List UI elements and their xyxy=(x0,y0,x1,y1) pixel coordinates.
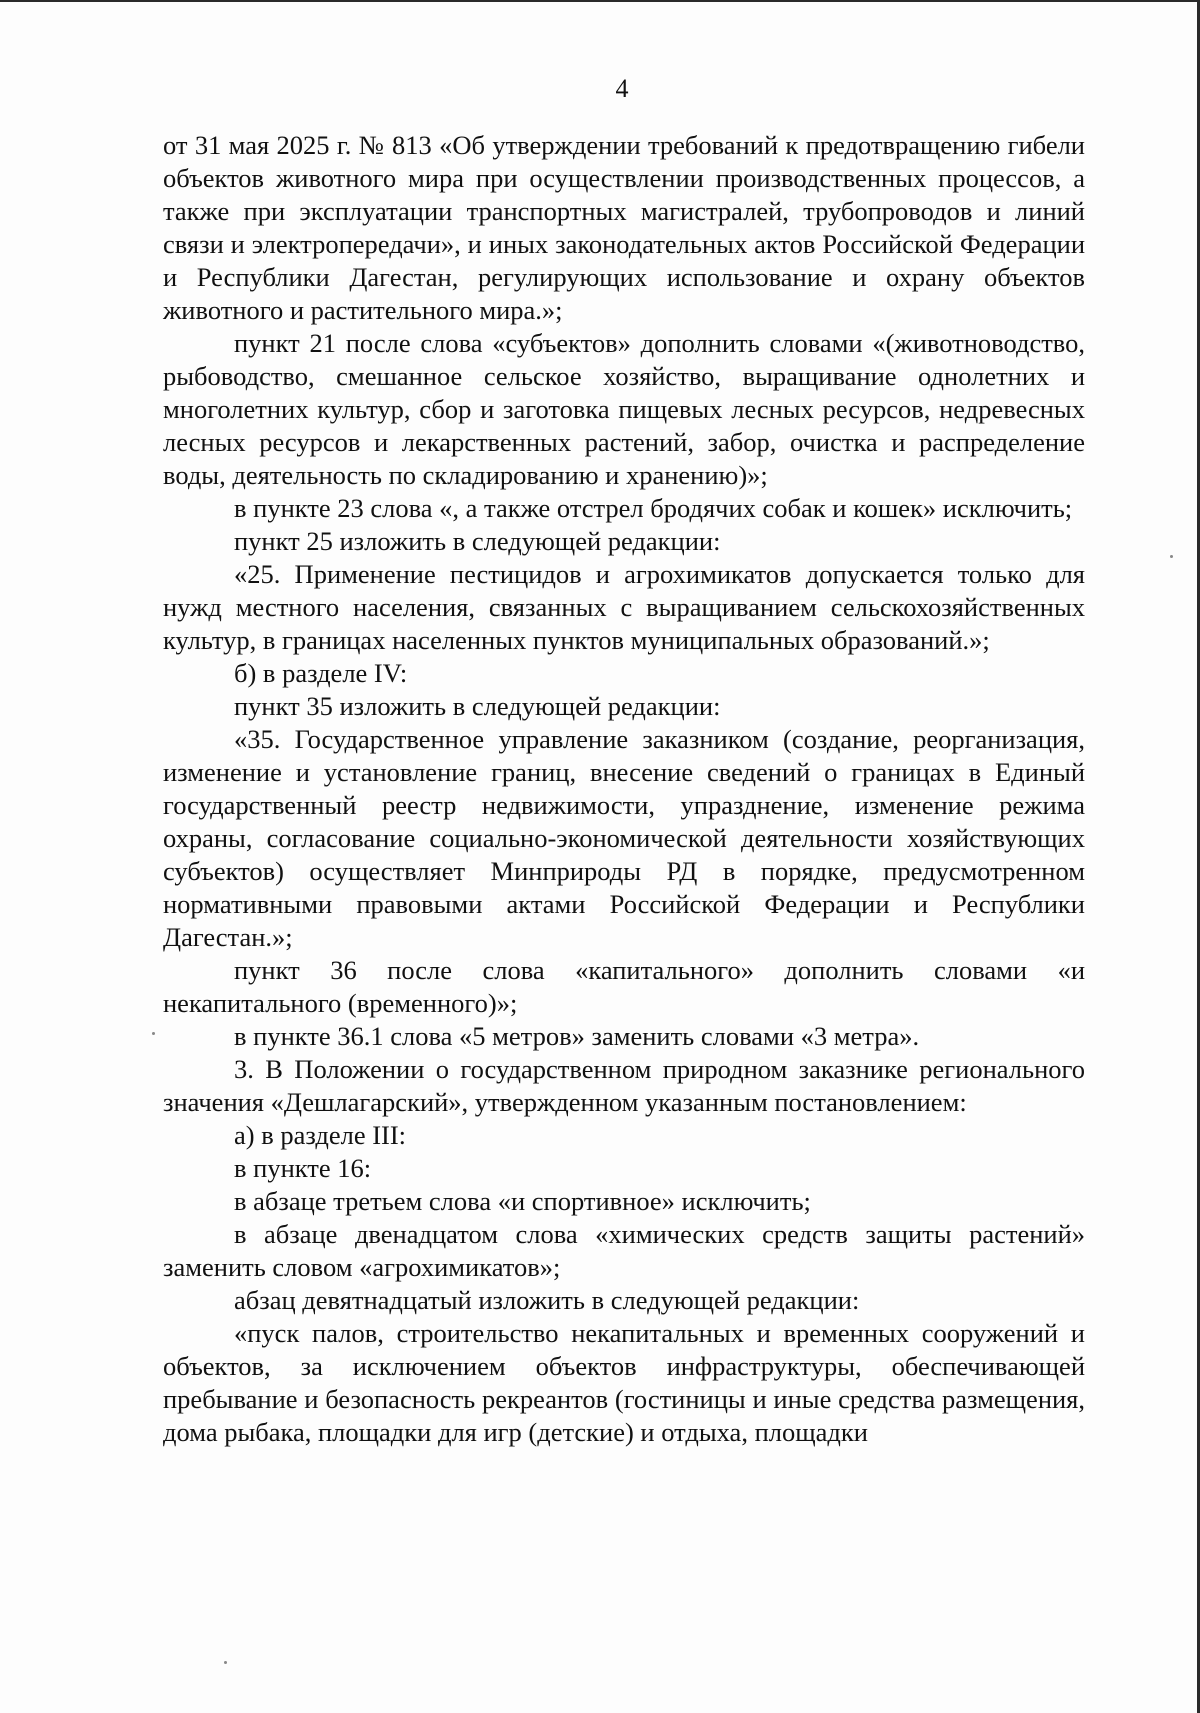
paragraph: в пункте 16: xyxy=(234,1153,372,1183)
paragraph: от 31 мая 2025 г. № 813 «Об утверждении требований к предотвращению гибели объектов животного мира при осуществлении производственных процессов, а также при эксплуатации транспортных магистралей, трубопроводов и линий связи и электропередачи», и иных законодательных актов Российской Федерации и Республики Дагестан, регулирующих использование и охрану объектов животного и растительного мира.»; xyxy=(163,130,1085,325)
document-body xyxy=(163,129,1085,1449)
paragraph: «пуск палов, строительство некапитальных и временных сооружений и объектов, за исключением объектов инфраструктуры, обеспечивающей пребывание и безопасность рекреантов (гостиницы и иные средства размещения, дома рыбака, площадки для игр (детские) и отдыха, площадки xyxy=(163,1318,1085,1447)
paragraph: 3. В Положении о государственном природном заказнике регионального значения «Дешлагарский», утвержденном указанным постановлением: xyxy=(163,1054,1085,1117)
paragraph: пункт 21 после слова «субъектов» дополнить словами «(животноводство, рыбоводство, смешанное сельское хозяйство, выращивание однолетних и многолетних культур, сбор и заготовка пищевых лесных ресурсов, недревесных лесных ресурсов и лекарственных растений, забор, очистка и распределение воды, деятельность по складированию и хранению)»; xyxy=(163,328,1085,490)
paragraph: а) в разделе III: xyxy=(234,1120,407,1150)
paragraph: «25. Применение пестицидов и агрохимикатов допускается только для нужд местного населения, связанных с выращиванием сельскохозяйственных культур, в границах населенных пунктов муниципальных образований.»; xyxy=(163,559,1085,655)
paragraph: б) в разделе IV: xyxy=(234,658,408,688)
paragraph: «35. Государственное управление заказником (создание, реорганизация, изменение и установление границ, внесение сведений о границах в Единый государственный реестр недвижимости, упразднение, изменение режима охраны, согласование социально-экономической деятельности хозяйствующих субъектов) осуществляет Минприроды РД в порядке, предусмотренном нормативными правовыми актами Российской Федерации и Республики Дагестан.»; xyxy=(163,724,1085,952)
paragraph: абзац девятнадцатый изложить в следующей редакции: xyxy=(234,1285,860,1315)
paragraph: в пункте 23 слова «, а также отстрел бродячих собак и кошек» исключить; xyxy=(234,493,1073,523)
paragraph: в пункте 36.1 слова «5 метров» заменить словами «3 метра». xyxy=(234,1021,920,1051)
paragraph: в абзаце двенадцатом слова «химических средств защиты растений» заменить словом «агрохимикатов»; xyxy=(163,1219,1085,1282)
paragraph: пункт 25 изложить в следующей редакции: xyxy=(234,526,721,556)
page-number: 4 xyxy=(615,74,629,103)
paragraph: пункт 36 после слова «капитального» дополнить словами «и некапитального (временного)»; xyxy=(163,955,1085,1018)
scan-speck xyxy=(224,1661,227,1664)
scan-speck xyxy=(152,1032,155,1035)
scan-speck xyxy=(1170,555,1173,558)
paragraph: пункт 35 изложить в следующей редакции: xyxy=(234,691,721,721)
paragraph: в абзаце третьем слова «и спортивное» исключить; xyxy=(234,1186,811,1216)
scan-edge-top xyxy=(0,0,1200,2)
